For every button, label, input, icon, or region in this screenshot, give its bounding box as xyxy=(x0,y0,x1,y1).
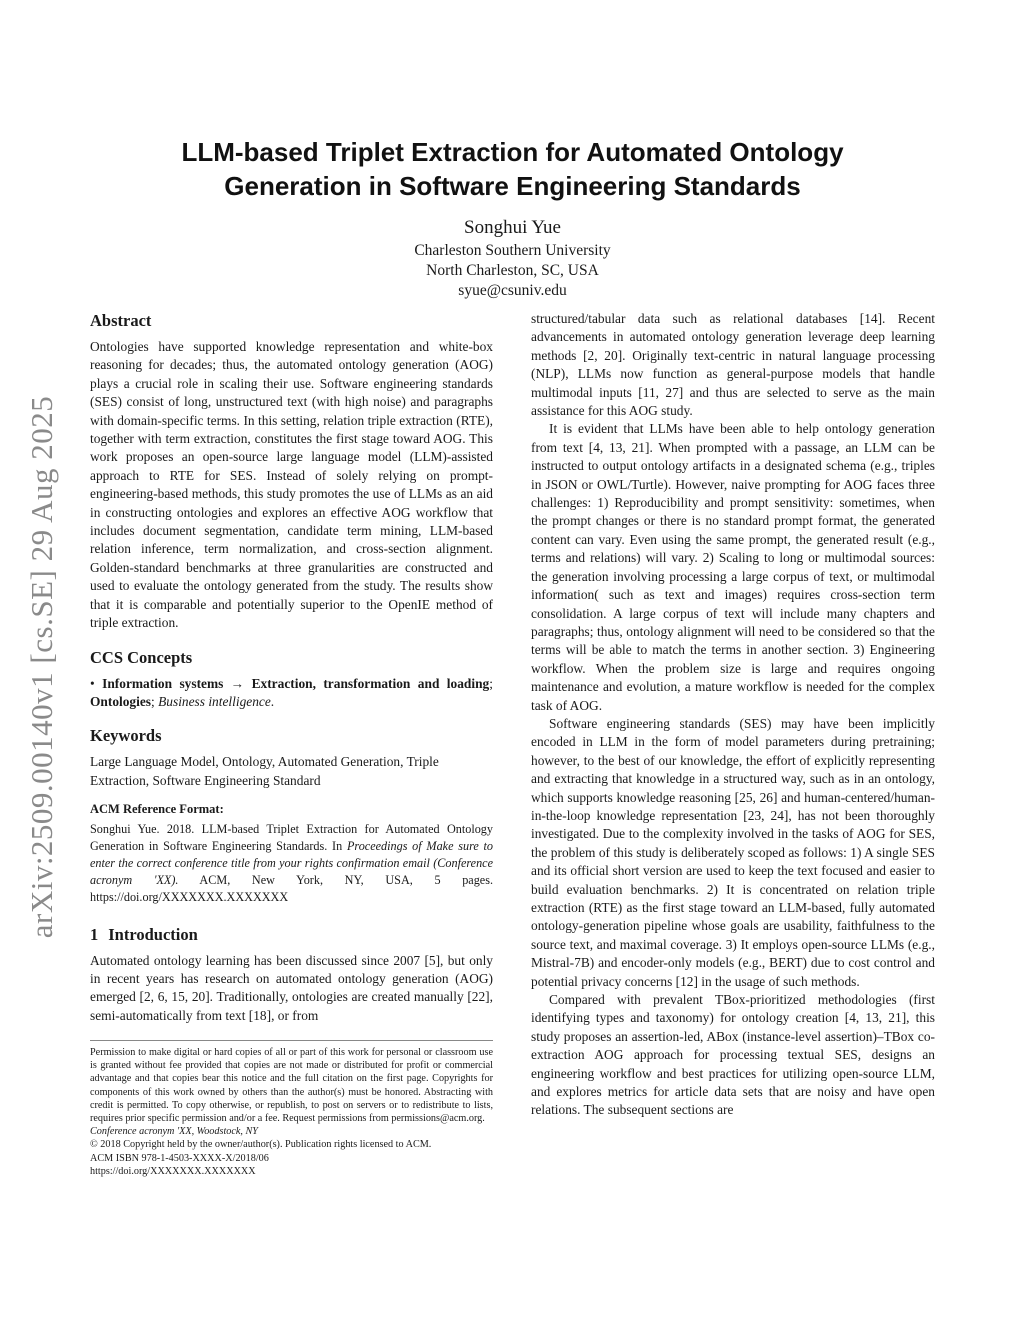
introduction-section xyxy=(90,924,493,1026)
ccs-term-business-intelligence: Business intelligence xyxy=(158,693,271,709)
ccs-concepts xyxy=(90,675,493,712)
ccs-bullet: • xyxy=(90,675,95,691)
ccs-separator: ; xyxy=(489,675,493,691)
paper-header xyxy=(90,135,935,301)
ccs-separator: ; xyxy=(151,693,155,709)
introduction-heading xyxy=(90,924,493,946)
conference-venue: Conference acronym 'XX, Woodstock, NY xyxy=(90,1126,258,1138)
intro-paragraph-1: Automated ontology learning has been discussed since 2007 [5], but only in recent years has research on automated ontology generation (AOG) emerged [2, 6, 15, 20]. Traditionally, ontologies are created manually [22], semi-automatically from text [18], or from xyxy=(90,952,493,1023)
ccs-term-information-systems: Information systems xyxy=(102,675,224,691)
abstract-section xyxy=(90,310,493,633)
author-location: North Charleston, SC, USA xyxy=(426,262,599,279)
paper-title xyxy=(90,135,935,203)
ccs-section xyxy=(90,647,493,712)
ccs-term-etl: Extraction, transformation and loading xyxy=(251,675,490,691)
author-email: syue@csuniv.edu xyxy=(458,282,567,299)
ccs-heading: CCS Concepts xyxy=(90,647,193,667)
acm-reference-proceedings: Proceedings of Make sure to enter the correct conference title from your rights confirmation email (Conference acronym 'XX). xyxy=(90,838,494,887)
arxiv-stamp xyxy=(12,372,72,962)
ccs-end: . xyxy=(270,693,275,709)
right-column xyxy=(531,310,935,1120)
acm-reference-section xyxy=(90,800,493,905)
abstract-heading: Abstract xyxy=(90,311,152,330)
acm-reference-text xyxy=(90,821,493,906)
acm-reference-heading: ACM Reference Format: xyxy=(90,802,224,817)
author-institution: Charleston Southern University xyxy=(414,242,611,259)
permission-text: Permission to make digital or hard copies of all or part of this work for personal or classroom use is granted without fee provided that copies are not made or distributed for profit or commercial advantage and that copies bear this notice and the full citation on the first page. Copyrights for components of this work owned by others than the author(s) must be honored. Abstracting with credit is permitted. To copy otherwise, or republish, to post on servers or to redistribute to lists, requires prior specific permission and/or a fee. Request permissions from permissions@acm.org. xyxy=(90,1047,493,1125)
intro-paragraph-3: Software engineering standards (SES) may have been implicitly encoded in LLM in the form of model parameters during pretraining; however, to the best of our knowledge, the effort of explicitly representing and extracting that knowledge in a structured way, such as in an ontology, which supports knowledge reasoning [25, 26] and human-centered/human-in-the-loop knowledge representation [23, 24], has not been thoroughly investigated. Due to the complexity involved in the tasks of AOG for SES, the problem of this study is deliberately scoped as follows: 1) A single SES and its official short version are used to keep the text focused and easier to build evaluation benchmarks. 2) It is concentrated on relation triple extraction (RTE) as the first stage toward an LLM-based, fully automated ontology-generation pipeline whose goals are usability, faithfulness to the source text, and maximal coverage. 3) It employs open-source LLMs (e.g., Mistral-7B) and encoder-only models (e.g., BERT) due to cost control and potential privacy concerns [12] in the usage of such methods. xyxy=(531,715,935,989)
left-column xyxy=(90,310,493,1025)
paper-title-line-1: LLM-based Triplet Extraction for Automated Ontology xyxy=(181,137,844,167)
abstract-text: Ontologies have supported knowledge representation and white-box reasoning for decades; thus, the automated ontology generation (AOG) plays a crucial role in scaling their use. Software engineering standards (SES) consist of long, unstructured text (with high noise) and paragraphs with domain-specific terms. In this setting, relation triple extraction (RTE), together with term extraction, constitutes the first stage toward AOG. This work proposes an open-source large language model (LLM)-assisted approach to RTE for SES. Instead of solely relying on prompt-engineering-based methods, this study promotes the use of LLMs as an aid in constructing ontologies and explores an effective AOG workflow that includes document segmentation, candidate term mining, LLM-based relation inference, term normalization, and cross-section alignment. Golden-standard benchmarks at three granularities are constructed and used to evaluate the ontology generated from the study. The results show that it is comparable and potentially superior to the OpenIE method of triple extraction. xyxy=(90,339,493,631)
acm-reference-part-2: ACM, New York, NY, USA, 5 pages. https://doi.org/XXXXXXX.XXXXXXX xyxy=(90,872,494,904)
arxiv-stamp-text: arXiv:2509.00140v1 [cs.SE] 29 Aug 2025 xyxy=(24,395,59,939)
ccs-term-ontologies: Ontologies xyxy=(90,693,152,709)
section-title: Introduction xyxy=(108,924,198,944)
acm-reference-part-1: Songhui Yue. 2018. LLM-based Triplet Extraction for Automated Ontology Generation in Software Engineering Standards. In xyxy=(90,821,493,853)
permission-notice xyxy=(90,1040,493,1178)
keywords-heading: Keywords xyxy=(90,726,162,746)
author-name: Songhui Yue xyxy=(464,217,561,238)
keywords-section xyxy=(90,725,493,790)
ccs-arrow: → xyxy=(230,675,245,691)
copyright-line: © 2018 Copyright held by the owner/author(s). Publication rights licensed to ACM. xyxy=(90,1139,432,1151)
doi-link[interactable]: https://doi.org/XXXXXXX.XXXXXXX xyxy=(90,1165,256,1177)
intro-paragraph-1-continued: structured/tabular data such as relational databases [14]. Recent advancements in automated ontology generation leverage deep learning methods [2, 20]. Originally text-centric in natural language processing (NLP), LLMs now function as general-purpose models that handle multimodal inputs [11, 27] and thus are selected to serve as the main assistance for this AOG study. xyxy=(531,311,935,419)
intro-paragraph-4: Compared with prevalent TBox-prioritized methodologies (first identifying types and taxonomy) for ontology creation [4, 13, 21], this study proposes an assertion-led, ABox (instance-level assertion)–TBox co-extraction AOG approach for processing textual SES, designs an engineering workflow and best practices for utilizing open-source LLM, and explores metrics for article data sets that are noisy and have open relations. The subsequent sections are xyxy=(531,992,935,1118)
section-number: 1 xyxy=(90,924,99,944)
isbn-line: ACM ISBN 978-1-4503-XXXX-X/2018/06 xyxy=(90,1152,269,1164)
intro-paragraph-2: It is evident that LLMs have been able to help ontology generation from text [4, 13, 21]. When prompted with a passage, an LLM can be instructed to output ontology artifacts in a designated schema (e.g., triples in JSON or OWL/Turtle). However, naive prompting for AOG faces three challenges: 1) Reproducibility and prompt sensitivity: sometimes, when the prompt changes or there is no standard prompt format, the generated content can vary. Even using the same prompt, the generated result (e.g., terms and relations) will vary. 2) Scaling to long or multimodal sources: the generation involving processing a large corpus of text, or multimodal information( such as text and images) requires cross-section term consolidation. A large corpus of text will include many chapters and paragraphs; thus, ontology alignment will need to be considered so that the terms will be able to match the terms in another section. 3) Engineering workflow. When the problem size is large and requires ongoing maintenance and evolution, a mature workflow is needed for the complex task of AOG. xyxy=(531,421,935,713)
keywords-text: Large Language Model, Ontology, Automated Generation, Triple Extraction, Software Engineering Standard xyxy=(90,754,439,788)
paper-title-line-2: Generation in Software Engineering Standards xyxy=(224,171,801,201)
